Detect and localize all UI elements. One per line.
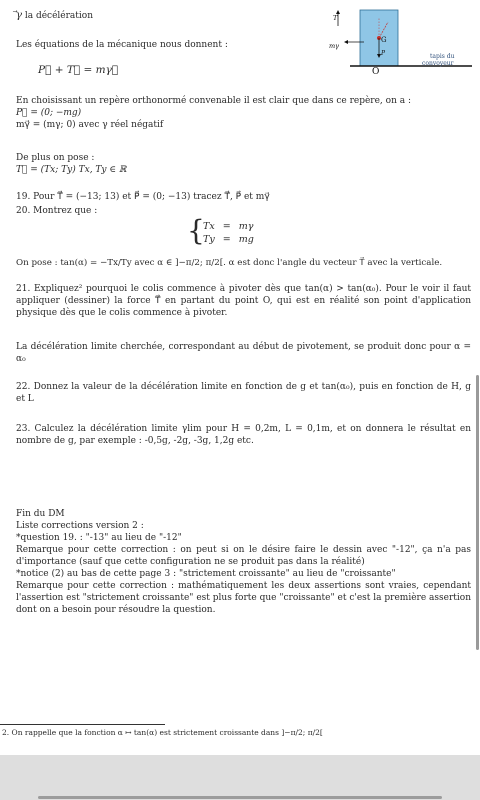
- footnote: 2. On rappelle que la fonction α ↦ tan(α) est strictement croissante dans ]−π/2; π/2[: [2, 728, 323, 737]
- system-row1-right: mγ: [238, 221, 254, 232]
- label-g: G: [381, 36, 387, 44]
- pose-line1: De plus on pose :: [16, 153, 95, 163]
- system-row2-right: mg: [238, 234, 254, 245]
- fin-line3: *question 19. : "-13" au lieu de "-12": [16, 533, 182, 543]
- gamma-vector-symbol: ⃗γ: [16, 10, 22, 21]
- fin-line4: Remarque pour cette correction : on peut si on le désire faire le dessin avec "-12", ça n'a pas d'importance (sauf que cette configuration ne se produit pas dans la réalité): [16, 545, 471, 567]
- question-23: 23. Calculez la décélération limite γlim pour H = 0,2m, L = 0,1m, et on donnera le résultat en nombre de g, par exemple : -0,5g, -2g, -3g, 1,2g etc.: [16, 424, 471, 446]
- footnote-rule: [0, 724, 165, 725]
- section-title: [16, 10, 93, 22]
- label-convoyeur: convoyeur: [422, 60, 454, 67]
- system-row2-left: Ty: [203, 234, 215, 245]
- fin-line2: Liste corrections version 2 :: [16, 521, 144, 531]
- home-indicator[interactable]: [38, 796, 442, 799]
- scrollbar[interactable]: [476, 375, 479, 650]
- repere-line2: P⃗ = (0; −mg): [16, 108, 82, 118]
- repere-line3: mγ⃗ = (mγ; 0) avec γ réel négatif: [16, 120, 164, 130]
- pose-line2: T⃗ = (Tx; Ty) Tx, Ty ∈ ℝ: [16, 165, 127, 175]
- system-row1-eq: =: [222, 221, 231, 232]
- system-brace: {: [187, 214, 205, 247]
- fin-line6: Remarque pour cette correction : mathématiquement les deux assertions sont vraies, cependant l'assertion est "strictement croissante" est plus forte que "croissante" et c'est la première assertion dont on a besoin pour résoudre la question.: [16, 581, 471, 615]
- system-row2-eq: =: [222, 234, 231, 245]
- fin-line5: *notice (2) au bas de cette page 3 : "strictement croissante" au lieu de "croissante": [16, 569, 396, 579]
- repere-line1: En choisissant un repère orthonormé convenable il est clair que dans ce repère, on a :: [16, 96, 411, 106]
- tan-definition: On pose : tan(α) = −Tx/Ty avec α ∈ ]−π/2; π/2[. α est donc l'angle du vecteur T⃗ avec la verticale.: [16, 258, 443, 268]
- label-o: O: [372, 67, 380, 76]
- intro-text: Les équations de la mécanique nous donnent :: [16, 40, 228, 50]
- label-mgamma: mγ: [329, 42, 340, 50]
- question-20: 20. Montrez que :: [16, 206, 98, 216]
- question-19: 19. Pour T⃗ = (−13; 13) et P⃗ = (0; −13) tracez T⃗, P⃗ et mγ⃗: [16, 192, 270, 202]
- system-row1-left: Tx: [203, 221, 215, 232]
- label-tapis: tapis du: [430, 53, 455, 60]
- limite-text: La décélération limite cherchée, correspondant au début de pivotement, se produit donc pour α = α₀: [16, 342, 471, 364]
- question-21: 21. Expliquez² pourquoi le colis commence à pivoter dès que tan(α) > tan(α₀). Pour le voir il faut appliquer (dessiner) la force T⃗ en partant du point O, qui est en réalité son point d'application physique dès que le colis commence à pivoter.: [16, 284, 471, 318]
- label-p: P: [381, 50, 386, 57]
- label-t: T: [333, 14, 338, 22]
- equation-newton: P⃗ + T⃗ = mγ⃗: [38, 64, 119, 76]
- question-22: 22. Donnez la valeur de la décélération limite en fonction de g et tan(α₀), puis en fonction de H, g et L: [16, 382, 471, 404]
- fin-line1: Fin du DM: [16, 509, 65, 519]
- bottom-bar: [0, 755, 480, 800]
- package-diagram: [324, 8, 474, 76]
- section-title-text: la décélération: [24, 11, 94, 21]
